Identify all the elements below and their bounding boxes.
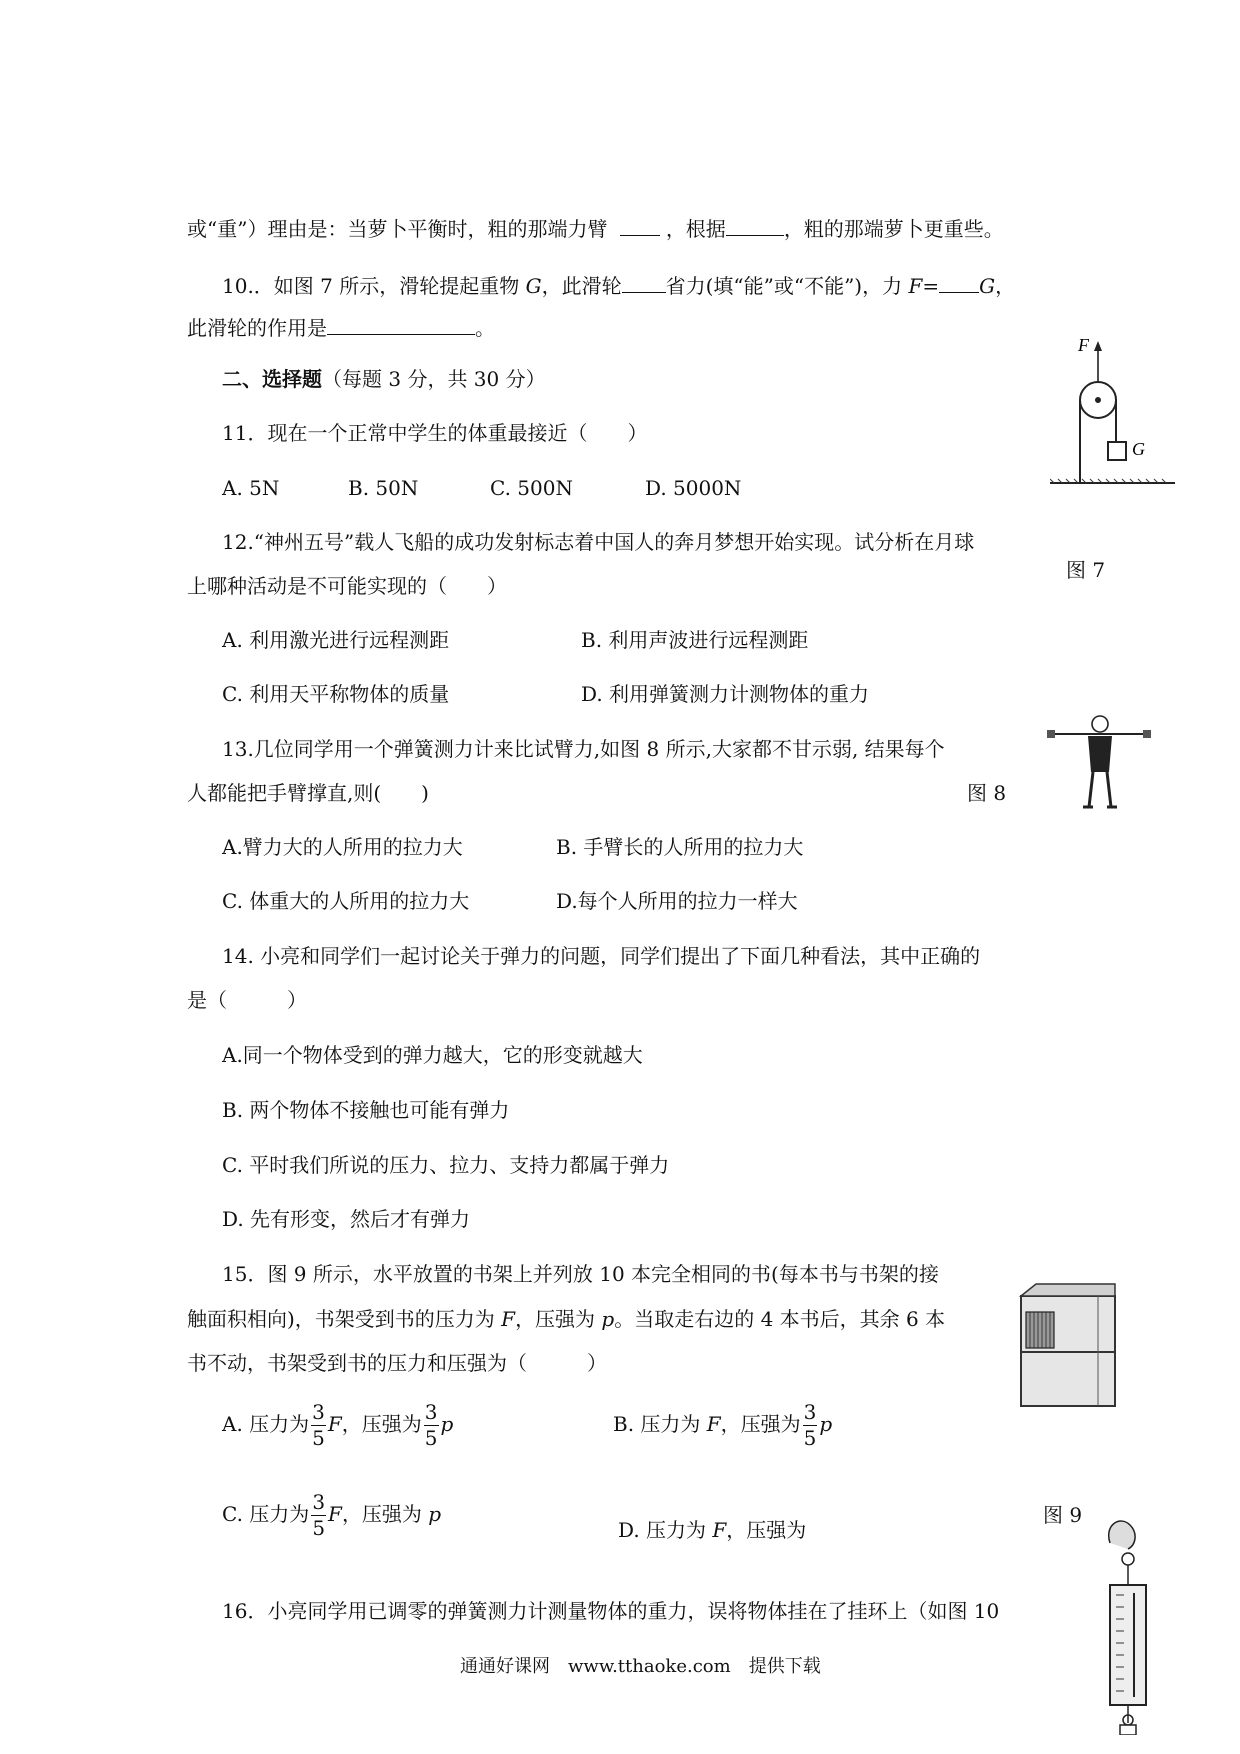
q14-option-c: C. 平时我们所说的压力、拉力、支持力都属于弹力 (222, 1153, 670, 1177)
section-note: （每题 3 分，共 30 分） (322, 367, 546, 391)
q15-c-f: F (328, 1502, 342, 1526)
figure-8-caption: 图 8 (967, 781, 1007, 805)
q15-a-mid: ，压强为 (341, 1412, 422, 1436)
q10-text-1: 10.．如图 7 所示，滑轮提起重物 (222, 274, 526, 298)
q10-line-1 (222, 274, 1015, 296)
q11-option-d: D. 5000N (645, 476, 742, 500)
q12-option-c: C. 利用天平称物体的质量 (222, 682, 450, 706)
q15-line-2 (187, 1309, 945, 1329)
q13-option-c: C. 体重大的人所用的拉力大 (222, 889, 470, 913)
q15-b-mid: ，压强为 (720, 1412, 801, 1436)
q9-text-1: 或“重”）理由是：当萝卜平衡时，粗的那端力臂 (187, 217, 608, 241)
q13-option-d: D.每个人所用的拉力一样大 (556, 889, 798, 913)
q9-text-2: ，根据 (665, 217, 726, 241)
q10-text-6: 此滑轮的作用是 (187, 316, 327, 340)
figure-10-spring-scale (1090, 1515, 1170, 1735)
q12-line-1: 12.“神州五号”载人飞船的成功发射标志着中国人的奔月梦想开始实现。试分析在月球 (222, 530, 975, 554)
q14-option-a: A.同一个物体受到的弹力越大，它的形变就越大 (222, 1043, 643, 1067)
q15-text-1: 触面积相向)，书架受到书的压力为 (187, 1307, 502, 1331)
figure-7-caption: 图 7 (1066, 558, 1106, 582)
q9-blank-2 (726, 217, 784, 236)
q15-b-p: p (819, 1412, 833, 1436)
q14-line-2: 是（ ） (187, 988, 307, 1012)
q15-d-f: F (712, 1518, 727, 1542)
q14-option-b: B. 两个物体不接触也可能有弹力 (222, 1098, 510, 1122)
q15-d-mid: ，压强为 (726, 1518, 807, 1542)
q15-option-b (613, 1402, 832, 1449)
fig7-g-label: G (1132, 439, 1145, 459)
q13-option-a: A.臂力大的人所用的拉力大 (222, 835, 463, 859)
q12-option-a: A. 利用激光进行远程测距 (222, 628, 450, 652)
footer-text: 通通好课网 www.tthaoke.com 提供下载 (460, 1656, 821, 1677)
fraction (311, 1402, 326, 1449)
q10-blank-2 (939, 274, 979, 293)
section-title: 二、选择题 (222, 367, 322, 391)
figure-8-person (1045, 712, 1155, 812)
denominator: 5 (312, 1516, 326, 1540)
q14-option-d: D. 先有形变，然后才有弹力 (222, 1207, 471, 1231)
q15-option-a (222, 1402, 453, 1449)
q9-tail-line (187, 217, 1004, 239)
q13-line-2: 人都能把手臂撑直,则( ) (187, 781, 429, 805)
q11-option-b: B. 50N (348, 476, 419, 500)
q16-line-1: 16．小亮同学用已调零的弹簧测力计测量物体的重力，误将物体挂在了挂环上（如图 10 (222, 1599, 1000, 1623)
numerator: 3 (424, 1400, 438, 1424)
q15-c-mid: ，压强为 (341, 1502, 429, 1526)
q10-blank-1 (622, 274, 666, 293)
q15-c-pre: C. 压力为 (222, 1502, 310, 1526)
q10-g: G (525, 274, 542, 298)
q10-text-3: 省力(填“能”或“不能”)，力 (665, 274, 909, 298)
q15-d-pre: D. 压力为 (618, 1518, 713, 1542)
q15-text-2: ，压强为 (515, 1307, 602, 1331)
q10-g2: G (979, 274, 996, 298)
q11-option-c: C. 500N (490, 476, 573, 500)
q12-option-d: D. 利用弹簧测力计测物体的重力 (581, 682, 870, 706)
fig7-f-label: F (1078, 335, 1089, 355)
q15-line-3: 书不动，书架受到书的压力和压强为（ ） (187, 1351, 607, 1375)
q10-text-4: = (922, 274, 940, 298)
q15-a-pre: A. 压力为 (222, 1412, 310, 1436)
q10-text-5: ， (995, 274, 1016, 298)
denominator: 5 (424, 1426, 438, 1450)
q10-text-2: ，此滑轮 (541, 274, 622, 298)
q10-blank-3 (327, 316, 475, 335)
fraction (803, 1402, 818, 1449)
q15-c-p: p (428, 1502, 442, 1526)
section-heading (222, 369, 546, 389)
q15-a-f: F (327, 1412, 342, 1436)
q10-line-2 (187, 316, 495, 338)
q11-stem: 11．现在一个正常中学生的体重最接近（ ） (222, 421, 648, 445)
numerator: 3 (312, 1490, 326, 1514)
denominator: 5 (803, 1426, 817, 1450)
numerator: 3 (312, 1400, 325, 1424)
q15-b-f: F (706, 1412, 721, 1436)
q15-p: p (601, 1307, 615, 1331)
q15-option-d (618, 1520, 806, 1540)
q12-line-2: 上哪种活动是不可能实现的（ ） (187, 574, 507, 598)
q15-a-p: p (440, 1412, 454, 1436)
q12-option-b: B. 利用声波进行远程测距 (581, 628, 809, 652)
q14-line-1: 14. 小亮和同学们一起讨论关于弹力的问题，同学们提出了下面几种看法，其中正确的 (222, 944, 981, 968)
q13-line-1: 13.几位同学用一个弹簧测力计来比试臂力,如图 8 所示,大家都不甘示弱, 结果每个 (222, 737, 945, 761)
q10-text-7: 。 (475, 316, 495, 340)
q10-f: F (908, 274, 923, 298)
q9-text-3: ，粗的那端萝卜更重些。 (783, 217, 1004, 241)
q13-option-b: B. 手臂长的人所用的拉力大 (556, 835, 804, 859)
q15-f: F (501, 1307, 516, 1331)
figure-9-caption: 图 9 (1043, 1503, 1083, 1527)
q15-text-3: 。当取走右边的 4 本书后，其余 6 本 (614, 1307, 946, 1331)
denominator: 5 (312, 1426, 325, 1450)
q15-b-pre: B. 压力为 (613, 1412, 707, 1436)
q15-option-c (222, 1492, 441, 1539)
q9-blank-1 (620, 217, 660, 236)
q11-option-a: A. 5N (222, 476, 280, 500)
fraction (424, 1402, 439, 1449)
q15-line-1: 15．图 9 所示，水平放置的书架上并列放 10 本完全相同的书(每本书与书架的接 (222, 1262, 939, 1286)
fraction (311, 1492, 326, 1539)
numerator: 3 (803, 1400, 817, 1424)
figure-7-pulley (1050, 335, 1180, 485)
figure-9-bookshelf (1018, 1282, 1118, 1410)
